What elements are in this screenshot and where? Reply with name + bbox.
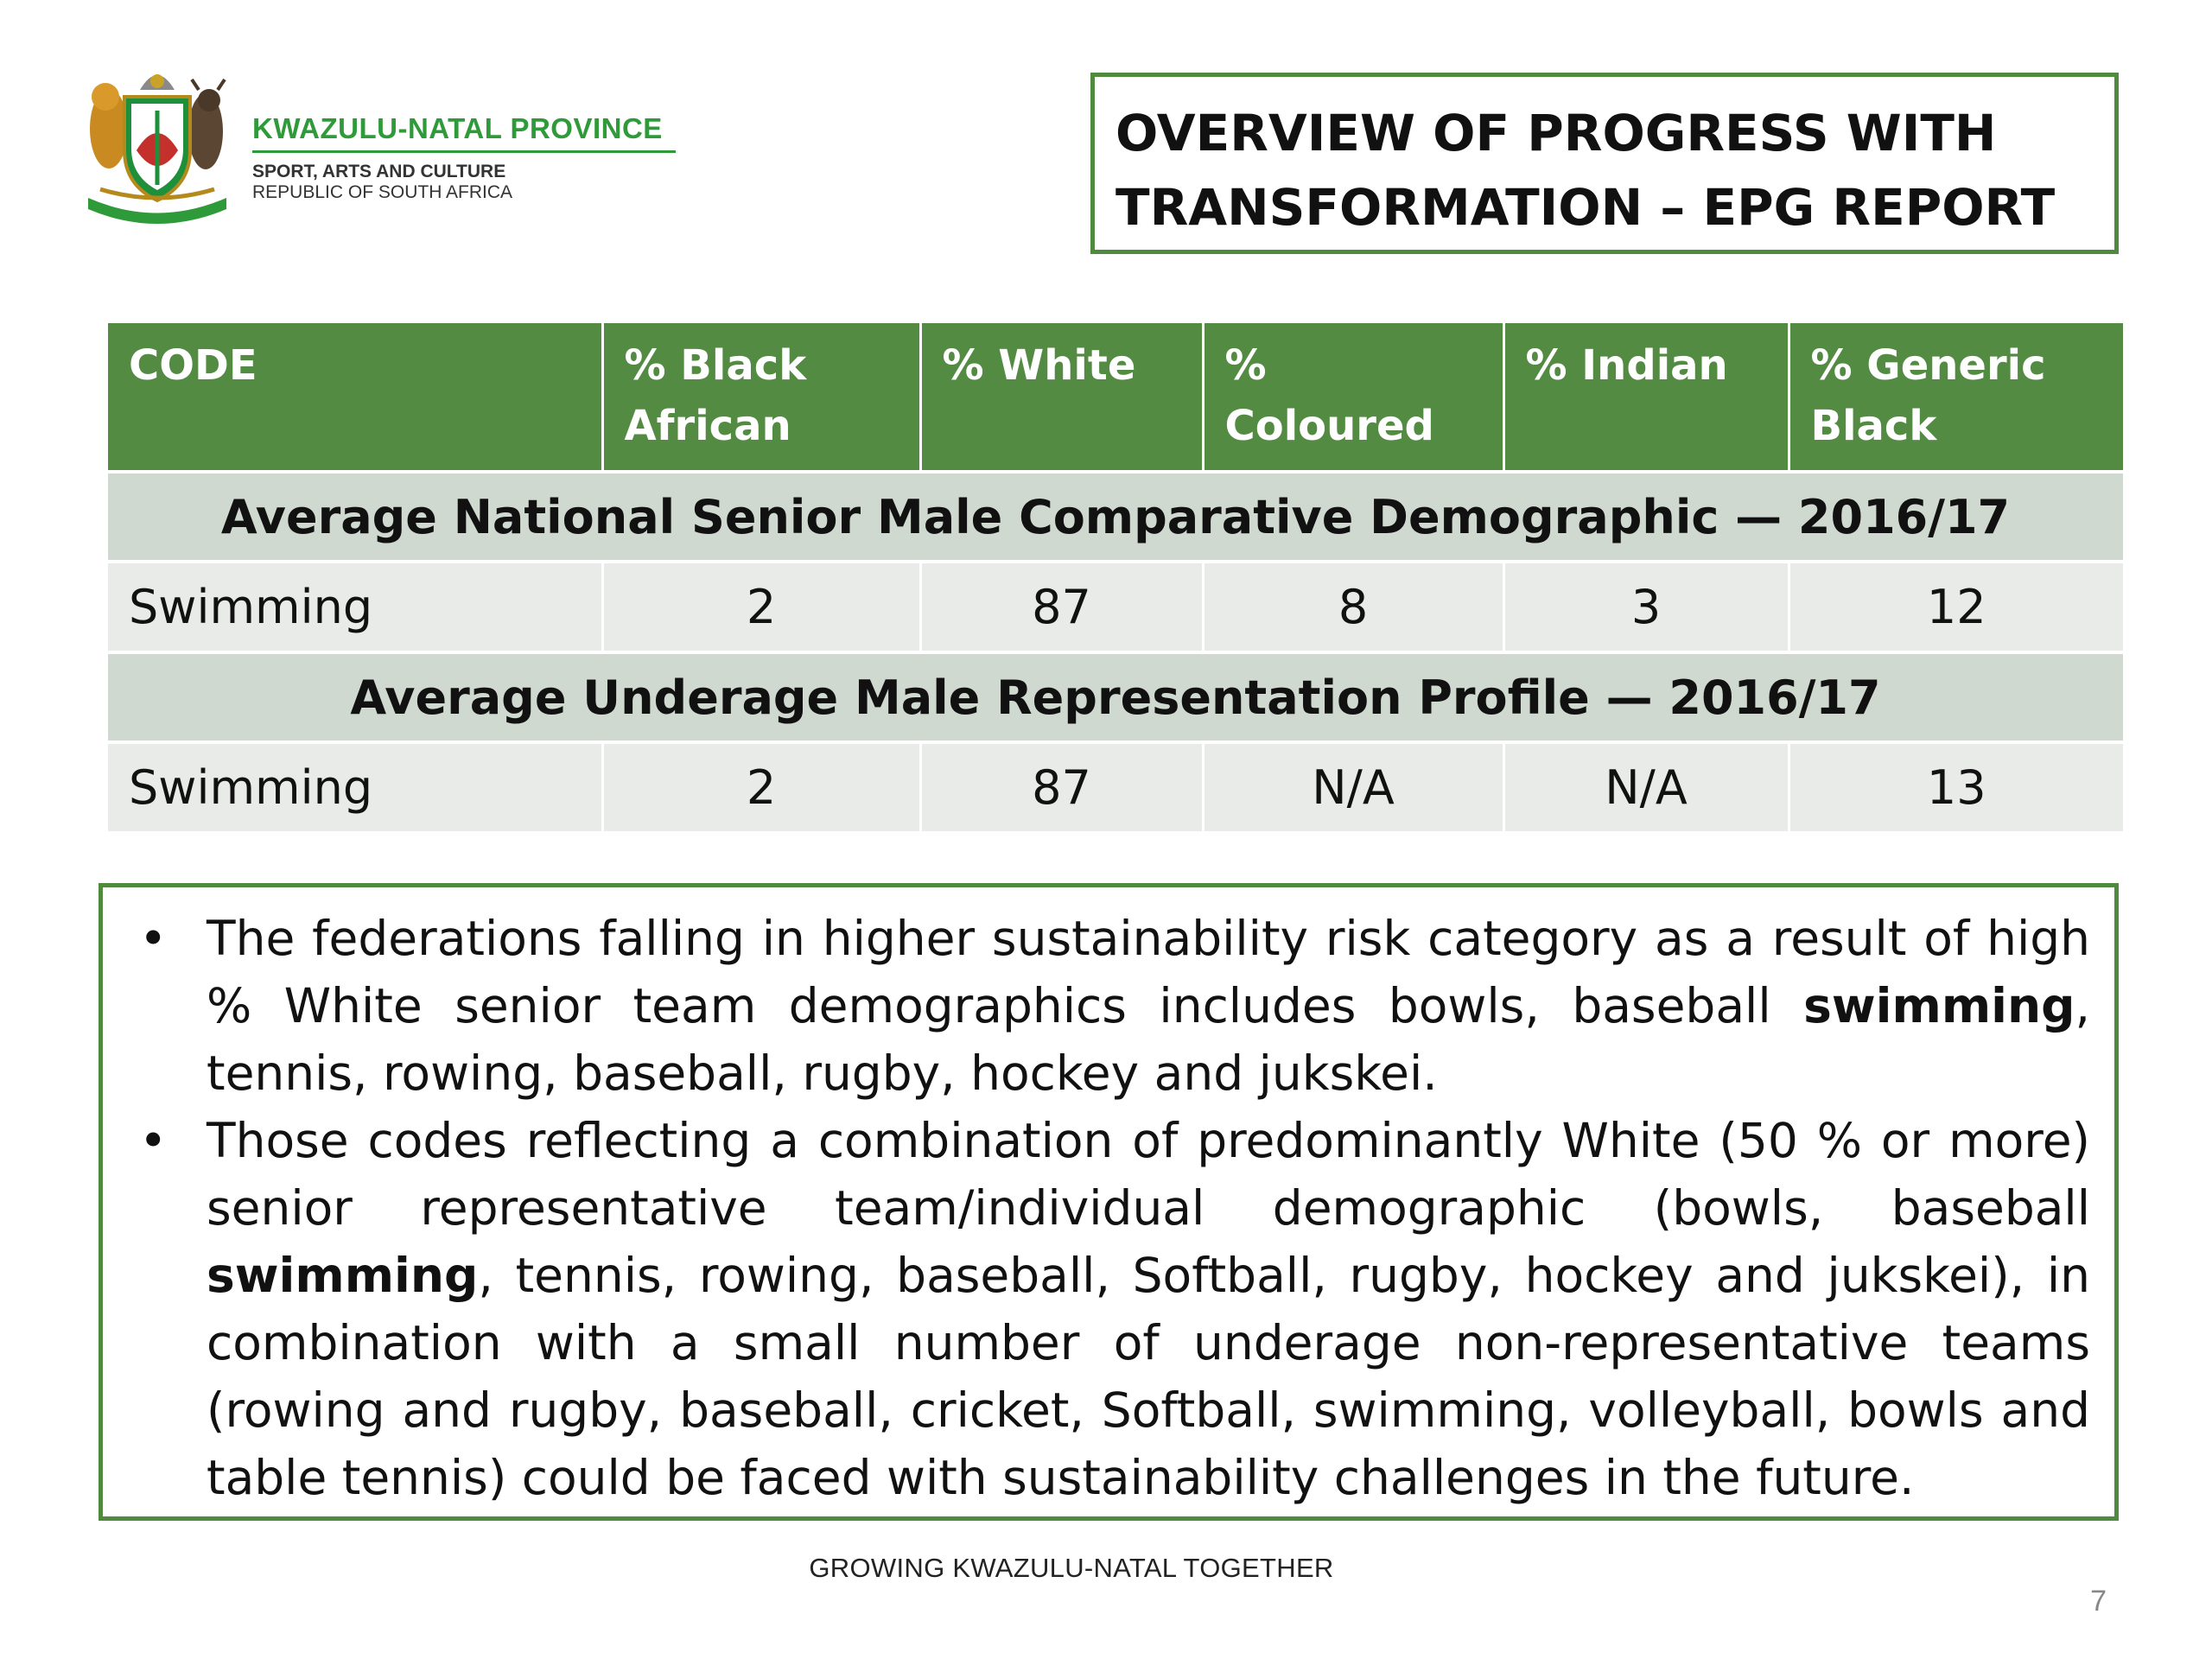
org-name: KWAZULU-NATAL PROVINCE (252, 112, 663, 144)
coat-of-arms-icon (79, 55, 235, 228)
bullet-icon: • (139, 1113, 168, 1168)
demographics-table (108, 323, 2123, 835)
cell-white: 87 (920, 562, 1203, 652)
cell-code: Swimming (108, 562, 602, 652)
section-heading: Average National Senior Male Comparative Demographic — 2016/17 (108, 472, 2123, 562)
item-emphasis: swimming (1803, 978, 2075, 1033)
slide-title: OVERVIEW OF PROGRESS WITH TRANSFORMATION – EPG REPORT (1116, 104, 2056, 237)
org-divider (252, 150, 676, 153)
cell-white: 87 (920, 742, 1203, 833)
cell-code: Swimming (108, 742, 602, 833)
org-text-block (252, 112, 676, 203)
cell-coloured: 8 (1203, 562, 1503, 652)
list-item (127, 1107, 2090, 1511)
item-text: , tennis, rowing, baseball, Softball, rugby, hockey and jukskei), in combination with a small number of underage non-representative teams (rowing and rugby, baseball, cricket, Softball, swimming, volleyball, bowls and table tennis) could be faced with sustainability challenges in the future. (207, 1248, 2090, 1505)
section-heading: Average Underage Male Representation Profile — 2016/17 (108, 652, 2123, 742)
slide-title-box (1090, 73, 2119, 254)
org-department: SPORT, ARTS AND CULTURE (252, 162, 506, 181)
list-item (127, 905, 2090, 1107)
table-row (108, 562, 2123, 652)
provincial-logo (79, 55, 684, 228)
item-text: Those codes reflecting a combination of predominantly White (50 % or more) senior representative team/individual demographic (bowls, baseball (207, 1113, 2090, 1236)
column-header-generic-black: % Generic Black (1789, 323, 2123, 472)
table-header-row (108, 323, 2123, 472)
column-header-code: CODE (108, 323, 602, 472)
column-header-indian: % Indian (1503, 323, 1789, 472)
footer-tagline: GROWING KWAZULU-NATAL TOGETHER (809, 1553, 1334, 1583)
cell-black-african: 2 (602, 742, 920, 833)
column-header-black-african: % Black African (602, 323, 920, 472)
page-number: 7 (2090, 1585, 2107, 1618)
bullet-icon: • (139, 911, 168, 966)
cell-coloured: N/A (1203, 742, 1503, 833)
cell-generic-black: 12 (1789, 562, 2123, 652)
table-row (108, 742, 2123, 833)
column-header-white: % White (920, 323, 1203, 472)
section-row-senior (108, 472, 2123, 562)
org-country: REPUBLIC OF SOUTH AFRICA (252, 182, 513, 202)
column-header-coloured: % Coloured (1203, 323, 1503, 472)
findings-box (99, 883, 2119, 1521)
cell-generic-black: 13 (1789, 742, 2123, 833)
item-emphasis: swimming (207, 1248, 479, 1303)
item-text: The federations falling in higher sustainability risk category as a result of high % White senior team demographics includes bowls, baseball (207, 911, 2090, 1033)
item-text: , tennis, rowing, baseball, rugby, hockey and jukskei. (207, 978, 2090, 1101)
cell-black-african: 2 (602, 562, 920, 652)
section-row-underage (108, 652, 2123, 742)
cell-indian: 3 (1503, 562, 1789, 652)
cell-indian: N/A (1503, 742, 1789, 833)
findings-list (127, 905, 2090, 1511)
